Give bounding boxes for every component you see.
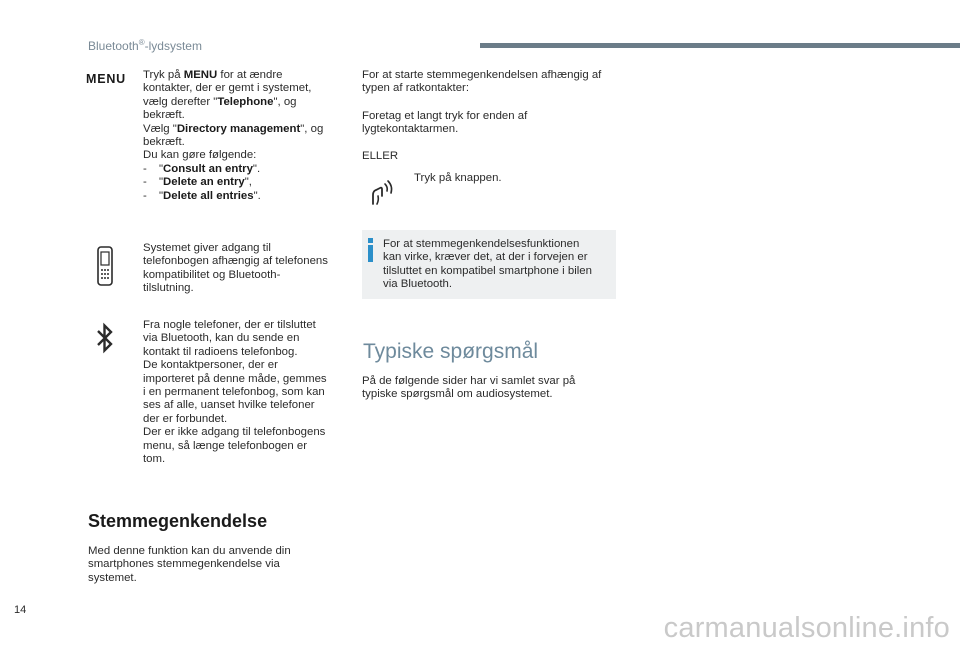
voice-recognition-body: Med denne funktion kan du anvende din smartphones stemmegenkendelse via systemet. [88,545,291,584]
faq-body: På de følgende sider har vi samlet svar på typiske spørgsmål om audiosystemet. [362,375,576,401]
registered-mark: ® [138,38,145,47]
voice-start-intro: For at starte stemmegenkendelsen afhængig af typen af ratkontakter: [362,69,602,95]
watermark: carmanualsonline.info [663,612,950,644]
list-item: - "Delete all entries". [143,189,261,202]
list-item: - "Consult an entry". [143,162,261,175]
section-heading-faq: Typiske spørgsmål [363,340,539,363]
press-button-text: Tryk på knappen. [414,172,502,184]
info-icon [368,238,373,262]
menu-instructions: Tryk på MENU for at ændre kontakter, der er gemt i systemet, vælg derefter "Telephone", og bekræft. Vælg "Directory management", og bekræft. Du kan gøre følgende: - "Consult an entry". - "Delete an entry", - "Delete all entries". [143,69,343,203]
mobile-phone-icon [97,246,113,286]
voice-command-icon [366,176,398,208]
running-header [88,38,202,53]
phonebook-access-text: Systemet giver adgang til telefonbogen afhængig af telefonens kompatibilitet og Bluetooth- tilslutning. [143,242,328,295]
info-note-text: For at stemmegenkendelsesfunktionen kan virke, kræver det, at der i forvejen er tilsluttet en kompatibel smartphone i bilen via Bluetooth. [383,238,592,291]
bluetooth-contacts-text: Fra nogle telefoner, der er tilsluttet via Bluetooth, kan du sende en kontakt til radioens telefonbog. De kontaktpersoner, der er importeret på denne måde, gemmes i en permanent telefonbog, som kan ses af alle, uanset hvilke telefoner der er forbundet. Der er ikke adgang til telefonbogens menu, så længe telefonbogen er tom. [143,319,327,466]
section-heading-voice-recognition: Stemmegenkendelse [88,511,268,531]
info-note [362,230,616,299]
header-title-suffix: -lydsystem [144,39,202,53]
header-title-prefix: Bluetooth [88,39,139,53]
list-item: - "Delete an entry", [143,176,252,189]
long-press-text: Foretag et langt tryk for enden af lygtekontaktarmen. [362,110,528,136]
page-number: 14 [14,604,27,616]
bluetooth-icon [96,322,114,354]
header-bar [480,43,960,48]
or-text: ELLER [362,150,399,162]
menu-button-icon: MENU [86,72,127,86]
